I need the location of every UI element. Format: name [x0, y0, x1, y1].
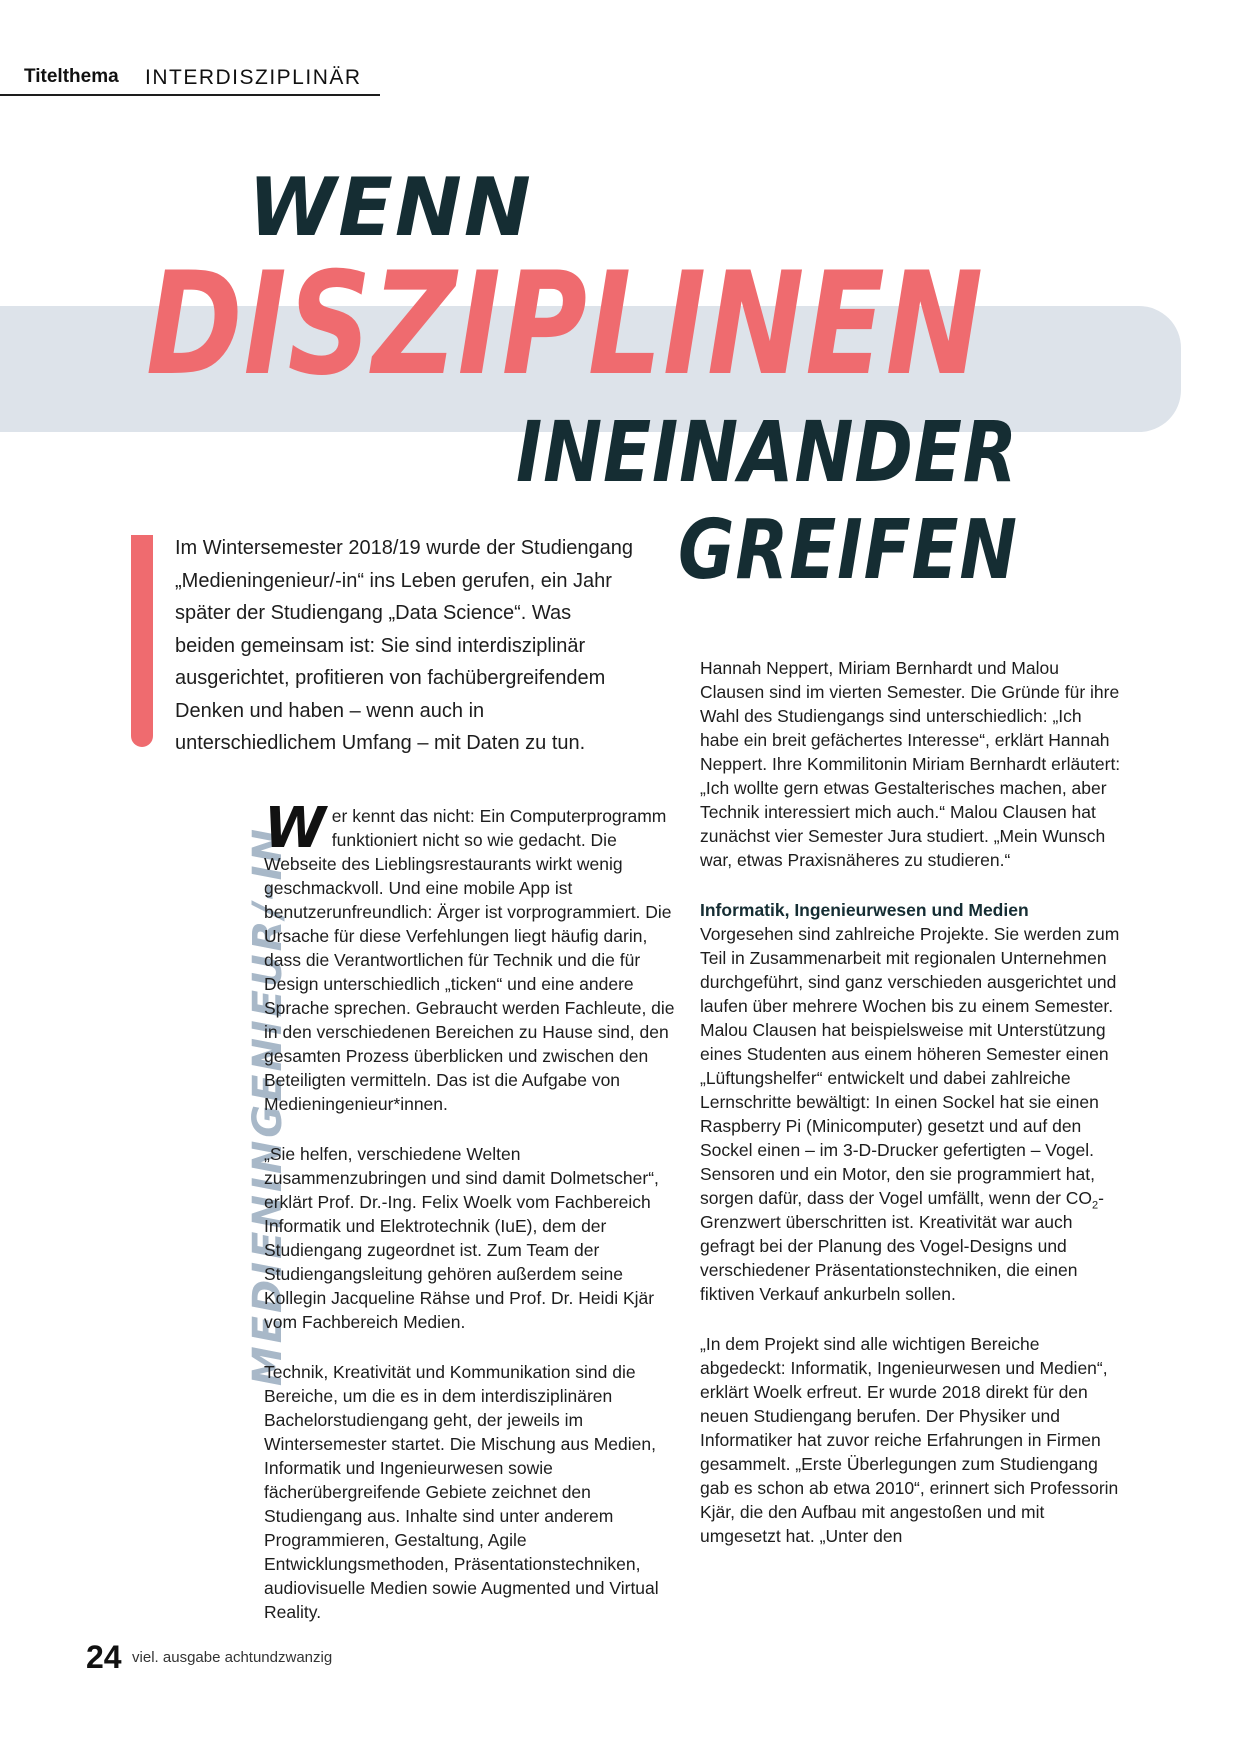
subheading: Informatik, Ingenieurwesen und Medien: [700, 900, 1029, 920]
intro-accent-bar: [131, 535, 153, 747]
paragraph: „Sie helfen, verschiedene Welten zusammenzubringen und sind damit Dolmetscher“, erklärt Prof. Dr.-Ing. Felix Woelk vom Fachbereich Informatik und Elektrotechnik (IuE), dem der Studiengang zugeordnet ist. Zum Team der Studiengangsleitung gehören außerdem seine Kollegin Jacqueline Rähse und Prof. Dr. Heidi Kjär vom Fachbereich Medien.: [264, 1144, 659, 1332]
magazine-name: viel. ausgabe achtundzwanzig: [132, 1649, 333, 1666]
title-line-4: GREIFEN: [678, 503, 1018, 598]
paragraph: Technik, Kreativität und Kommunikation sind die Bereiche, um die es in dem interdisziplinären Bachelorstudiengang geht, der jeweils im Wintersemester startet. Die Mischung aus Medien, Informatik und Ingenieurwesen sowie fächerübergreifende Gebiete zeichnet den Studiengang aus. Inhalte sind unter anderem Programmieren, Gestaltung, Agile Entwicklungsmethoden, Präsentationstechniken, audiovisuelle Medien sowie Augmented und Virtual Reality.: [264, 1362, 659, 1622]
paragraph-text: er kennt das nicht: Ein Computerprogramm funktioniert nicht so wie gedacht. Die Webseite des Lieblingsrestaurants wirkt wenig geschmackvoll. Und eine mobile App ist benutzerunfreundlich: Ärger ist vorprogrammiert. Die Ursache für diese Verfehlungen liegt häufig darin, dass die Verantwortlichen für Technik und die für Design unterschiedlich „ticken“ und eine andere Sprache sprechen. Gebraucht werden Fachleute, die in den verschiedenen Bereichen zu Hause sind, den gesamten Prozess überblicken und zwischen den Beteiligten vermitteln. Das ist die Aufgabe von Medieningenieur*innen.: [264, 806, 675, 1114]
title-line-1: WENN: [248, 161, 533, 254]
page-footer: [86, 1639, 332, 1676]
section-label: Titelthema: [24, 66, 119, 87]
article-column-2: [700, 656, 1125, 1548]
section-header: [0, 62, 380, 96]
article-column-1: [264, 796, 682, 1624]
title-line-3: INEINANDER: [516, 403, 1018, 501]
section-topic: INTERDISZIPLINÄR: [145, 66, 362, 89]
paragraph: [264, 796, 682, 1116]
paragraph: Hannah Neppert, Miriam Bernhardt und Malou Clausen sind im vierten Semester. Die Gründe für ihre Wahl des Studiengangs sind unterschiedlich: „Ich habe ein breit gefächertes Interesse“, erklärt Hannah Neppert. Ihre Kommilitonin Miriam Bernhardt erläutert: „Ich wollte gern etwas Gestalterisches machen, aber Technik interessiert mich auch.“ Malou Clausen hat zunächst vier Semester Jura studiert. „Mein Wunsch war, etwas Praxisnäheres zu studieren.“: [700, 658, 1121, 870]
intro-paragraph: Im Wintersemester 2018/19 wurde der Studiengang „Medieningenieur/-in“ ins Leben gerufen, ein Jahr später der Studiengang „Data Science“. Was beiden gemeinsam ist: Sie sind interdisziplinär ausgerichtet, profitieren von fachübergreifendem Denken und haben – wenn auch in unterschiedlichem Umfang – mit Daten zu tun.: [175, 537, 634, 754]
side-label: MEDIENINGENIEUR/-IN: [245, 826, 291, 1387]
paragraph: „In dem Projekt sind alle wichtigen Bereiche abgedeckt: Informatik, Ingenieurwesen und Medien“, erklärt Woelk erfreut. Er wurde 2018 direkt für den neuen Studiengang berufen. Der Physiker und Informatiker hat zuvor reiche Erfahrungen in Firmen gesammelt. „Erste Überlegungen zum Studiengang gab es schon ab etwa 2010“, erinnert sich Professorin Kjär, die den Aufbau mit angestoßen und mit umgesetzt hat. „Unter den: [700, 1334, 1119, 1546]
paragraph: Vorgesehen sind zahlreiche Projekte. Sie werden zum Teil in Zusammenarbeit mit regionalen Unternehmen durchgeführt, sind ganz verschieden ausgerichtet und laufen über mehrere Wochen bis zu einem Semester. Malou Clausen hat beispielsweise mit Unterstützung eines Studenten aus einem höheren Semester einen „Lüftungshelfer“ entwickelt und dabei zahlreiche Lernschritte bewältigt: In einen Sockel hat sie einen Raspberry Pi (Minicomputer) gesetzt und auf den Sockel einen – im 3-D-Drucker gefertigten – Vogel. Sensoren und ein Motor, den sie programmiert hat, sorgen dafür, dass der Vogel umfällt, wenn der $CO_2$-Grenzwert überschritten ist. Kreativität war auch gefragt bei der Planung des Vogel-Designs und verschiedener Präsentationstechniken, die einen fiktiven Verkauf ankurbeln sollen.: [700, 924, 1120, 1304]
subscript: 2: [1092, 1199, 1099, 1212]
title-line-2: DISZIPLINEN: [146, 242, 984, 407]
page-number: 24: [86, 1639, 122, 1675]
drop-cap: W: [264, 796, 326, 861]
